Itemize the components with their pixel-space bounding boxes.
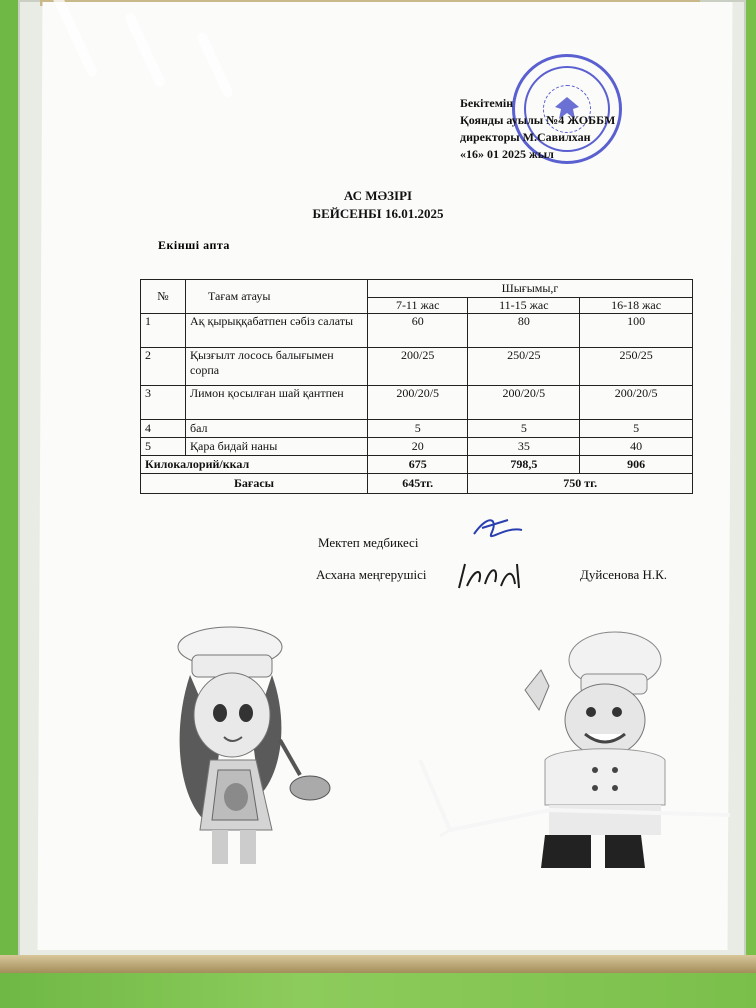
portion-value: 20 [368, 438, 468, 456]
kcal-row [141, 456, 693, 474]
nurse-label: Мектеп медбикесі [318, 535, 419, 550]
col-header-age: 11-15 жас [468, 298, 580, 314]
kcal-value: 906 [580, 456, 693, 474]
menu-title: АС МӘЗІРІ [343, 188, 413, 203]
dish-name: Қызғылт лосось балығымен сорпа [186, 348, 368, 386]
girl-chef-illustration-icon [160, 625, 340, 870]
nurse-signature-icon [468, 512, 528, 548]
row-number: 4 [141, 420, 186, 438]
col-header-dish: Тағам атауы [186, 280, 368, 314]
portion-value: 40 [580, 438, 693, 456]
approval-line: Қоянды ауылы №4 ЖОББМ [460, 113, 616, 127]
portion-value: 80 [468, 314, 580, 348]
approval-block [460, 95, 615, 163]
menu-subtitle: БЕЙСЕНБІ 16.01.2025 [312, 206, 444, 221]
price-row [141, 474, 693, 494]
portion-value: 100 [580, 314, 693, 348]
dish-name: Қара бидай наны [186, 438, 368, 456]
table-row [141, 386, 693, 420]
col-header-age: 7-11 жас [368, 298, 468, 314]
portion-value: 200/25 [368, 348, 468, 386]
col-header-number: № [141, 280, 186, 314]
portion-value: 5 [368, 420, 468, 438]
price-value: 645тг. [368, 474, 468, 494]
row-number: 5 [141, 438, 186, 456]
portion-value: 200/20/5 [580, 386, 693, 420]
week-label: Екінші апта [158, 238, 230, 252]
portion-value: 250/25 [468, 348, 580, 386]
portion-value: 5 [580, 420, 693, 438]
row-number: 3 [141, 386, 186, 420]
price-label: Бағасы [141, 474, 368, 494]
canteen-label: Асхана меңгерушісі [316, 567, 427, 582]
table-row [141, 314, 693, 348]
frame-bottom-edge [0, 955, 756, 973]
col-header-age: 16-18 жас [580, 298, 693, 314]
portion-value: 200/20/5 [368, 386, 468, 420]
portion-value: 5 [468, 420, 580, 438]
kcal-value: 675 [368, 456, 468, 474]
string-loop [410, 740, 740, 850]
table-row [141, 348, 693, 386]
kcal-label: Килокалорий/ккал [141, 456, 368, 474]
dish-name: Ақ қырыққабатпен сәбіз салаты [186, 314, 368, 348]
menu-table [140, 279, 693, 494]
approval-line: директоры М.Савилхан [460, 130, 591, 144]
table-row [141, 438, 693, 456]
row-number: 2 [141, 348, 186, 386]
dish-name: Лимон қосылған шай қантпен [186, 386, 368, 420]
canteen-manager-name: Дуйсенова Н.К. [580, 567, 668, 582]
dish-name: бал [186, 420, 368, 438]
approval-date: «16» 01 2025 жыл [460, 147, 554, 161]
table-row [141, 420, 693, 438]
portion-value: 250/25 [580, 348, 693, 386]
approval-line: Бекітемін [460, 96, 514, 110]
portion-value: 35 [468, 438, 580, 456]
portion-value: 60 [368, 314, 468, 348]
kcal-value: 798,5 [468, 456, 580, 474]
portion-value: 200/20/5 [468, 386, 580, 420]
row-number: 1 [141, 314, 186, 348]
price-value: 750 тг. [468, 474, 693, 494]
canteen-signature-icon [455, 560, 535, 592]
col-header-yield: Шығымы,г [368, 280, 693, 298]
